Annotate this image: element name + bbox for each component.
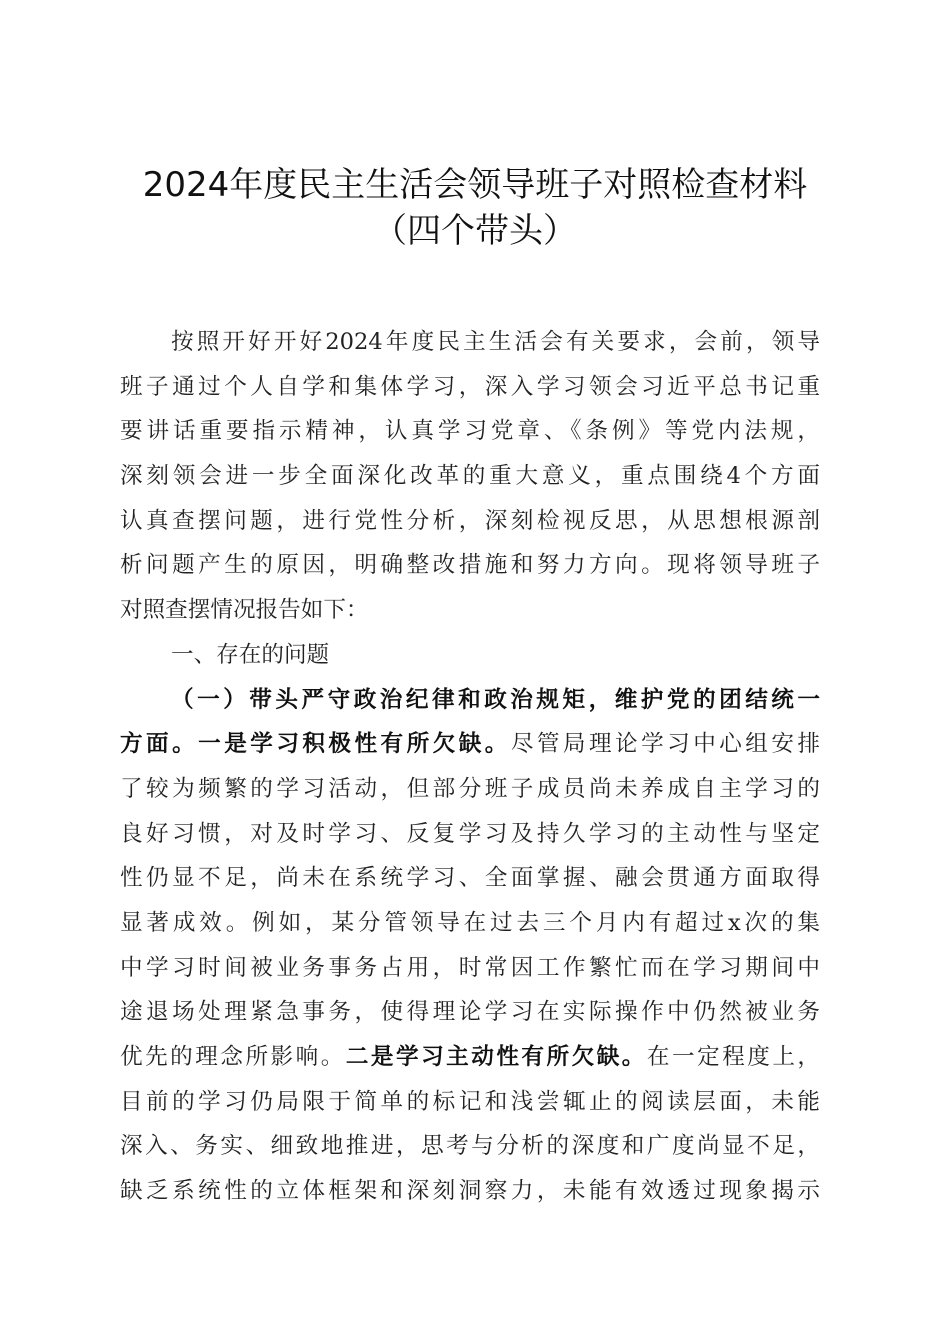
body-line: 深入、务实、细致地推进，思考与分析的深度和广度尚显不足， [120,1133,820,1160]
intro-line: 认真查摆问题，进行党性分析，深刻检视反思，从思想根源剖 [120,507,820,534]
bold-phrase: 二是学习主动性有所欠缺。 [345,1044,647,1070]
body-text: 在一定程度上， [646,1044,821,1070]
intro-line: 析问题产生的原因，明确整改措施和努力方向。现将领导班子 [120,552,820,579]
document-title: 2024年度民主生活会领导班子对照检查材料 [142,165,808,205]
intro-line: 按照开好开好2024年度民主生活会有关要求，会前，领导 [171,329,820,355]
body-text: 尽管局理论学习中心组安排 [510,731,821,758]
body-line: 良好习惯，对及时学习、反复学习及持久学习的主动性与坚定 [120,820,820,847]
body-line: 了较为频繁的学习活动，但部分班子成员尚未养成自主学习的 [120,775,820,802]
intro-line: 深刻领会进一步全面深化改革的重大意义，重点围绕4个方面 [120,463,820,490]
intro-line: 要讲话重要指示精神，认真学习党章、《条例》等党内法规， [120,418,820,445]
subsection-heading: （一）带头严守政治纪律和政治规矩，维护党的团结统一 [171,686,820,713]
body-line: 缺乏系统性的立体框架和深刻洞察力，未能有效透过现象揭示 [120,1178,820,1205]
body-line: 中学习时间被业务事务占用，时常因工作繁忙而在学习期间中 [120,954,820,981]
body-line: 性仍显不足，尚未在系统学习、全面掌握、融会贯通方面取得 [120,865,820,892]
body-text: 优先的理念所影响。 [120,1044,346,1070]
document-body [120,320,820,1214]
section-heading: 一、存在的问题 [171,641,330,668]
document-subtitle: （四个带头） [373,211,577,251]
intro-line: 对照查摆情况报告如下： [120,597,369,624]
intro-line: 班子通过个人自学和集体学习，深入学习领会习近平总书记重 [120,373,820,400]
body-line: 途退场处理紧急事务，使得理论学习在实际操作中仍然被业务 [120,999,820,1026]
body-line [120,1035,820,1080]
bold-phrase: 方面。一是学习积极性有所欠缺。 [120,731,511,758]
body-line: 显著成效。例如，某分管领导在过去三个月内有超过x次的集 [120,909,820,936]
body-line [120,722,820,767]
body-line: 目前的学习仍局限于简单的标记和浅尝辄止的阅读层面，未能 [120,1088,820,1115]
